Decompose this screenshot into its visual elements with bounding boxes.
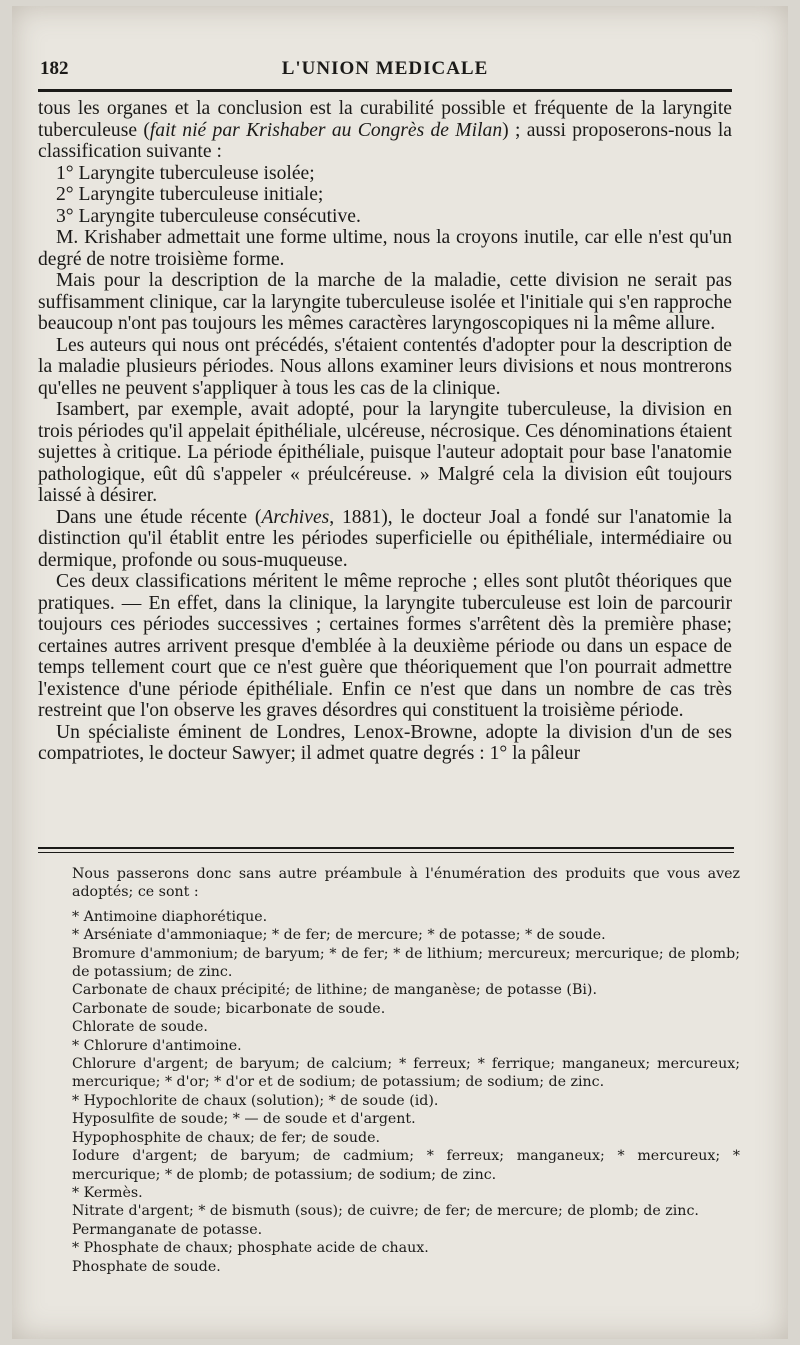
product-entry: * Kermès.	[72, 1184, 143, 1201]
classification-item-3: 3° Laryngite tuberculeuse consécutive.	[56, 205, 361, 227]
product-entry: Carbonate de soude; bicarbonate de soude.	[72, 1000, 386, 1017]
paragraph-1-text: tous les organes et la conclusion est la curabilité possible et fréquente de la laryngite tuberculeuse (	[38, 98, 732, 141]
product-entry: * Arséniate d'ammoniaque; * de fer; de mercure; * de potasse; * de soude.	[72, 927, 606, 944]
product-entry: Phosphate de soude.	[72, 1258, 221, 1275]
paragraph-7: Ces deux classifications méritent le même reproche ; elles sont plutôt théoriques que pratiques. — En effet, dans la clinique, la laryngite tuberculeuse est loin de parcourir toujours ces périodes successives ; certaines formes s'arrêtent dès la première phase; certaines autres arrivent presque d'emblée à la deuxième période ou dans un espace de temps tellement court que ce n'est guère que théoriquement que l'on pourrait admettre l'existence d'une période épithéliale. Enfin ce n'est que dans un nombre de cas très restreint que l'on observe les graves désordres qui constituent la troisième période.	[38, 571, 732, 721]
page-number: 182	[40, 58, 69, 79]
product-entry: * Hypochlorite de chaux (solution); * de soude (id).	[72, 1092, 439, 1109]
paragraph-1-italic: fait nié par Krishaber au Congrès de Milan	[149, 119, 503, 141]
product-list	[72, 865, 740, 1276]
header-rule	[38, 89, 732, 92]
product-entry: * Antimoine diaphorétique.	[72, 908, 268, 925]
paragraph-6	[38, 507, 732, 572]
main-text	[38, 98, 732, 765]
paragraph-6-end: , 1881), le docteur Joal a fondé sur l'anatomie la distinction qu'il établit entre les périodes superficielle ou épithéliale, intermédiaire ou dermique, profonde ou sous-muqueuse.	[38, 506, 732, 571]
paragraph-6-text: Dans une étude récente (	[56, 506, 262, 528]
paragraph-6-italic: Archives	[261, 506, 330, 528]
paragraph-8: Un spécialiste éminent de Londres, Lenox-Browne, adopte la division d'un de ses compatriotes, le docteur Sawyer; il admet quatre degrés : 1° la pâleur	[38, 721, 732, 764]
product-entry: Nitrate d'argent; * de bismuth (sous); de cuivre; de fer; de mercure; de plomb; de zinc.	[72, 1203, 699, 1220]
paragraph-3: Mais pour la description de la marche de la maladie, cette division ne serait pas suffisamment clinique, car la laryngite tuberculeuse isolée et l'initiale qui s'en rapproche beaucoup n'ont pas toujours les mêmes caractères laryngoscopiques ni la même allure.	[38, 270, 732, 334]
product-entry: * Phosphate de chaux; phosphate acide de chaux.	[72, 1240, 429, 1257]
product-entry: Chlorure d'argent; de baryum; de calcium; * ferreux; * ferrique; manganeux; mercureux; mercurique; * d'or; * d'or et de sodium; de potassium; de sodium; de zinc.	[72, 1056, 740, 1091]
paragraph-2: M. Krishaber admettait une forme ultime, nous la croyons inutile, car elle n'est qu'un degré de notre troisième forme.	[38, 227, 732, 270]
product-entry: * Chlorure d'antimoine.	[72, 1037, 242, 1054]
paragraph-1	[38, 98, 732, 163]
product-list-intro: Nous passerons donc sans autre préambule à l'énumération des produits que vous avez adoptés; ce sont :	[72, 866, 740, 901]
product-entry: Bromure d'ammonium; de baryum; * de fer; * de lithium; mercureux; mercurique; de plomb; de potassium; de zinc.	[72, 945, 740, 981]
classification-item-1: 1° Laryngite tuberculeuse isolée;	[56, 162, 315, 184]
product-entry: Chlorate de soude.	[72, 1019, 208, 1036]
product-entry: Hypophosphite de chaux; de fer; de soude.	[72, 1129, 381, 1146]
product-entry: Carbonate de chaux précipité; de lithine; de manganèse; de potasse (Bi).	[72, 982, 597, 999]
page-header	[40, 58, 730, 86]
running-title: L'UNION MEDICALE	[281, 58, 489, 79]
paragraph-5: Isambert, par exemple, avait adopté, pour la laryngite tuberculeuse, la division en trois périodes qu'il appelait épithéliale, ulcéreuse, nécrosique. Ces dénominations étaient sujettes à critique. La période épithéliale, puisque l'auteur adoptait pour base l'anatomie pathologique, eût dû s'appeler « préulcéreuse. » Malgré cela la division eût toujours laissé à désirer.	[38, 399, 732, 506]
product-entry: Iodure d'argent; de baryum; de cadmium; * ferreux; manganeux; * mercureux; * mercurique; * de plomb; de potassium; de sodium; de zinc.	[72, 1148, 740, 1183]
paragraph-1-end: ) ; aussi proposerons-nous la classification suivante :	[38, 119, 732, 162]
section-separator	[38, 847, 734, 853]
product-entry: Permanganate de potasse.	[72, 1221, 263, 1238]
classification-item-2: 2° Laryngite tuberculeuse initiale;	[56, 184, 324, 205]
paragraph-4: Les auteurs qui nous ont précédés, s'étaient contentés d'adopter pour la description de la maladie plusieurs périodes. Nous allons examiner leurs divisions et nous montrerons qu'elles ne peuvent s'appliquer à tous les cas de la clinique.	[38, 334, 732, 399]
product-entry: Hyposulfite de soude; * — de soude et d'argent.	[72, 1111, 416, 1128]
